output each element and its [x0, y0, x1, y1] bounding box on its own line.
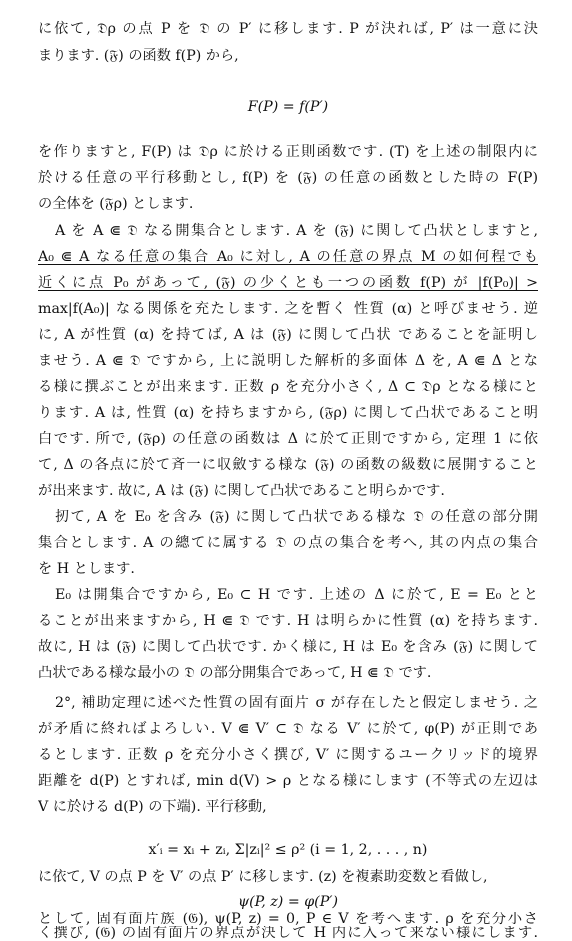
text-line: て, Δ の各点に於て斉一に収斂する様な (𝔉) の函数の級数に展開すること — [38, 457, 538, 473]
text-line: る様に撰ぶことが出来ます. 正数 ρ を充分小さく, Δ ⊂ 𝔇ρ となる様にと — [38, 379, 538, 395]
text-line: を H とします. — [38, 561, 135, 577]
text-line: 白です. 所で, (𝔉ρ) の任意の函数は Δ に於て正則ですから, 定理 1 に依 — [38, 431, 538, 447]
equation: F(P) = f(P′) — [247, 99, 329, 115]
text-line: ります. A は, 性質 (α) を持ちますから, (𝔉ρ) に関して凸状であること明 — [38, 405, 538, 421]
text-line: 2°, 補助定理に述べた性質の固有面片 σ が存在したと假定しませう. 之 — [55, 695, 538, 711]
text-line: く撰び, (𝔊) の固有面片の界点が決して H 内に入って来ない様にします. — [38, 926, 538, 940]
text-line: 於ける任意の平行移動とし, f(P) を (𝔉) の任意の函数とした時の F(P) — [38, 170, 538, 186]
equation: ψ(P, z) = φ(P′) — [237, 894, 339, 910]
text-line: まります. (𝔉) の函数 f(P) から, — [38, 48, 239, 64]
text-line: に依て, 𝔇ρ の点 P を 𝔇 の P′ に移します. P が決れば, P′ は一意に決 — [38, 21, 538, 37]
text-line: E₀ は開集合ですから, E₀ ⊂ H です. 上述の Δ に於て, E = E₀ とと — [55, 587, 538, 603]
text-line: 扨て, A を E₀ を含み (𝔉) に関して凸状である様な 𝔇 の任意の部分開 — [55, 509, 538, 525]
equation: x′ᵢ = xᵢ + zᵢ, Σ|zᵢ|² ≤ ρ² (i = 1, 2, . . . , n) — [148, 842, 428, 858]
text-line: の全体を (𝔉ρ) とします. — [38, 196, 194, 212]
underlined-line: 近くに点 P₀ があって, (𝔉) の少くとも一つの函数 f(P) が |f(P₀)| > — [38, 275, 538, 291]
text-line: 距離を d(P) とすれば, min d(V) > ρ となる様にします (不等式の左辺は — [38, 773, 538, 789]
text-line: を作りますと, F(P) は 𝔇ρ に於ける正則函数です. (T) を上述の制限内に — [38, 144, 538, 160]
text-line: 集合とします. A の總てに属する 𝔇 の点の集合を考へ, 其の内点の集合 — [38, 535, 538, 551]
text-line: が出来ます. 故に, A は (𝔉) に関して凸状であること明らかです. — [38, 483, 445, 499]
text-line: に依て, V の点 P を V′ の点 P′ に移します. (z) を複素助変数と看做し, — [38, 869, 488, 885]
underlined-line: A₀ ⋐ A なる任意の集合 A₀ に対し, A の任意の界点 M の如何程でも — [38, 249, 538, 265]
text-line: V に於ける d(P) の下端). 平行移動, — [38, 799, 267, 815]
text-line: に, A が性質 (α) を持てば, A は (𝔉) に関して凸状 であることを証明し — [38, 327, 538, 343]
text-line: max|f(A₀)| なる関係を充たします. 之を暫く 性質 (α) と呼びませう. 逆 — [38, 301, 538, 317]
text-line: ませう. A ⋐ 𝔇 ですから, 上に説明した解析的多面体 Δ を, A ⋐ Δ とな — [38, 353, 538, 369]
text-line: ることが出来ますから, H ⋐ 𝔇 です. H は明らかに性質 (α) を持ちます. — [38, 613, 538, 629]
text-line: 凸状である様な最小の 𝔇 の部分開集合であって, H ⋐ 𝔇 です. — [38, 665, 432, 681]
text-line: るとします. 正数 ρ を充分小さく撰び, V′ に関するユークリッド的境界 — [38, 747, 538, 763]
text-line: として, 固有面片族 (𝔊), ψ(P, z) = 0, P ∈ V を考へます. ρ を充分小さ — [38, 912, 538, 926]
text-line: が矛盾に終ればよろしい. V ⋐ V′ ⊂ 𝔇 なる V′ に於て, φ(P) が正則であ — [38, 721, 538, 737]
text-line: A を A ⋐ 𝔇 なる開集合とします. A を (𝔉) に関して凸状としますと, — [55, 223, 538, 239]
text-line: 故に, H は (𝔉) に関して凸状です. かく様に, H は E₀ を含み (𝔉) に関して — [38, 639, 538, 655]
